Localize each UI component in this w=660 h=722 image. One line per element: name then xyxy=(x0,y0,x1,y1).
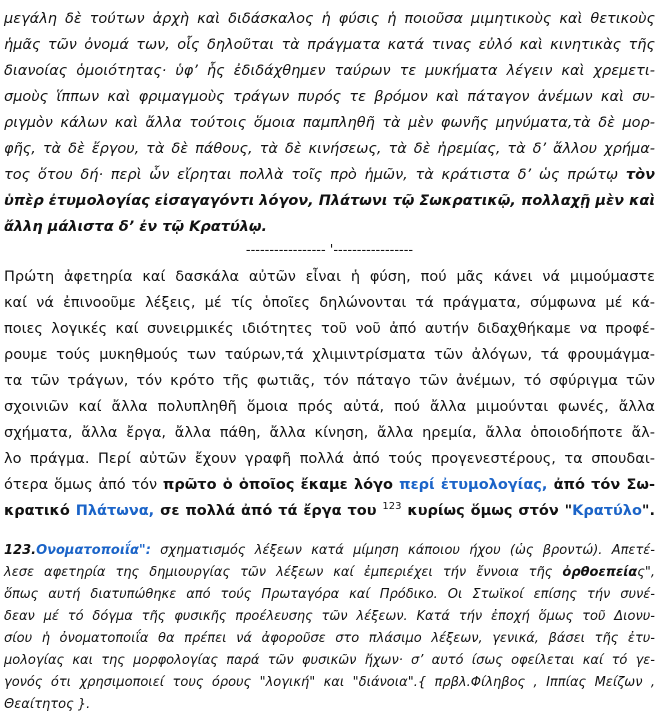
bold-text-run: ὑπὲρ ἐτυμολογίας εἰσαγαγόντι λόγον, Πλάτωνι τῷ Σωκρατικῷ, πολλαχῇ μὲν καὶ xyxy=(4,193,655,209)
bold-text-run: τὸν xyxy=(625,167,655,183)
footnote-reference-123: 123 xyxy=(382,501,402,513)
text-line xyxy=(4,368,655,394)
bold-text-run: κρατικό xyxy=(4,503,76,519)
text-line xyxy=(4,84,655,110)
text-run: καί νά ἐπινοοῦμε λέξεις, μέ τίς ὁποῖες δηλώνονται τά πράγματα, σύμφωνα μέ κά- xyxy=(4,295,655,311)
text-run: σχήματα, ἄλλα ἔργα, ἄλλα πάθη, ἄλλα κίνηση, ἄλλα ηρεμία, ἄλλα ὁποιοδήποτε ἄλ- xyxy=(4,425,655,441)
text-line xyxy=(4,650,655,672)
text-run: ποιες λογικές καί συνειρμικές ιδιότητες τοῦ νοῦ ἀπό αυτήν διδαχθήκαμε να προφέ- xyxy=(4,321,655,337)
text-line xyxy=(4,694,655,716)
text-line xyxy=(4,290,655,316)
ancient-greek-quote-paragraph xyxy=(4,6,655,240)
footnote-123-paragraph xyxy=(4,540,655,716)
text-run: δεαν μέ τό δόγμα τῆς φυσικῆς προέλευσης τῶν λέξεων. Κατά τήν ἐποχή ὅμως τοῦ Διονυ- xyxy=(4,609,655,624)
text-line xyxy=(4,162,655,188)
highlighted-term-plato: Πλάτωνα, xyxy=(75,503,155,519)
text-line xyxy=(4,672,655,694)
bold-text-run: ἀπό τόν Σω- xyxy=(547,477,655,493)
text-line xyxy=(4,498,655,524)
text-run: ότερα ὅμως ἀπό τόν xyxy=(4,477,163,493)
text-line xyxy=(4,6,655,32)
text-line xyxy=(4,394,655,420)
text-run: λο πράγμα. Περί αὐτῶν ἔχουν γραφῆ πολλά ἀπό τούς προγενεστέρους, τα σπουδαι- xyxy=(4,451,655,467)
text-line xyxy=(4,562,655,584)
text-run: ς", xyxy=(637,565,655,580)
text-run: ἡμᾶς τῶν ὀνομά των, οἷς δηλοῦται τὰ πράγματα κατά τινας εὐλό καὶ κινητικὰς τῆς xyxy=(4,37,655,53)
bold-term-orthoepeia: ὀρθοεπεία xyxy=(562,565,638,580)
text-run: σίου ἡ ὀνοματοποιΐα θα πρέπει νά ἀφοροῦσε στο πλάσιμο λέξεων, γενικά, βάσει τῆς ἐτυ- xyxy=(4,631,655,646)
text-run: σχοινιῶν καί ἄλλα πολυπληθῆ ὅμοια πρός αὐτά, πού ἄλλα μιμούνται φωνές, ἄλλα xyxy=(4,399,655,415)
text-run: φῆς, τὰ δὲ ἔργου, τὰ δὲ πάθους, τὰ δὲ κινήσεως, τὰ δὲ ἠρεμίας, τὰ δ’ ἄλλου χρήμα- xyxy=(4,141,655,157)
text-line xyxy=(4,606,655,628)
bold-text-run: ". xyxy=(641,503,655,519)
bold-text-run: σε πολλά ἀπό τά ἔργα του xyxy=(154,503,383,519)
footnote-number: 123. xyxy=(4,543,37,558)
section-divider: ----------------- '----------------- xyxy=(245,243,414,258)
text-line xyxy=(4,188,655,214)
text-line xyxy=(4,540,655,562)
text-line xyxy=(4,628,655,650)
text-run: τος ὅτου δή· περὶ ὧν εἴρηται πολλὰ τοῖς πρὸ ἡμῶν, τὰ κράτιστα δ’ ὡς πρώτῳ xyxy=(4,167,626,183)
highlighted-term-cratylus: Κρατύλο xyxy=(572,503,642,519)
highlighted-term-etymology: περί ἐτυμολογίας, xyxy=(399,477,548,493)
text-run: γονός ότι χρησιμοποιεί τους όρους "λογική" και "διάνοια".{ πρβλ.Φίληβος , Ιππίας Μείζων , xyxy=(4,675,655,690)
text-run: μολογίας και της μορφολογίας παρά τῶν φυσικῶν ἤχων· σ’ αυτό ίσως οφείλεται καί τό γε- xyxy=(4,653,655,668)
text-line xyxy=(4,420,655,446)
text-run: ρουμε τούς μυκηθμούς των ταύρων,τά χλιμιντρίσματα τῶν ἀλόγων, τά φρουμάγμα- xyxy=(4,347,655,363)
text-line xyxy=(4,214,655,240)
bold-text-run: ἄλλη μάλιστα δ’ ἐν τῷ Κρατύλῳ. xyxy=(4,219,268,235)
text-run: μεγάλη δὲ τούτων ἀρχὴ καὶ διδάσκαλος ἡ φύσις ἡ ποιοῦσα μιμητικοὺς καὶ θετικοὺς xyxy=(4,11,655,27)
text-run: λεσε αφετηρία της δημιουργίας τῶν λέξεων καί ἐμπεριέχει τήν ἔννοια τῆς xyxy=(4,565,563,580)
text-line xyxy=(4,472,655,498)
text-run: διανοίας ὁμοιότητας· ὑφ’ ἧς ἐδιδάχθημεν ταύρων τε μυκήματα λέγειν καὶ χρεμετι- xyxy=(4,63,655,79)
text-line xyxy=(4,264,655,290)
bold-text-run: πρῶτο ὁ ὁποῖος ἔκαμε λόγο xyxy=(162,477,400,493)
text-line xyxy=(4,136,655,162)
text-line xyxy=(4,316,655,342)
text-run: τα τῶν τράγων, τόν κρότο τῆς φωτιᾶς, τόν πάταγο τῶν ἀνέμων, τό σφύριγμα τῶν xyxy=(4,373,655,389)
modern-greek-translation-paragraph xyxy=(4,264,655,524)
text-run: Πρώτη ἀφετηρία καί δασκάλα αὐτῶν εἶναι ἡ φύση, πού μᾶς κάνει νά μιμούμαστε xyxy=(4,269,655,285)
text-line xyxy=(4,342,655,368)
bold-text-run: κυρίως ὅμως στόν " xyxy=(401,503,573,519)
text-run: Θεαίτητος }. xyxy=(4,697,91,712)
text-line xyxy=(4,110,655,136)
text-line xyxy=(4,32,655,58)
text-line xyxy=(4,58,655,84)
text-run: σμοὺς ἵππων καὶ φριμαγμοὺς τράγων πυρός τε βρόμον καὶ πάταγον ἀνέμων καὶ συ- xyxy=(4,89,655,105)
text-run: ὅπως αυτή διατυπώθηκε από τούς Πρωταγόρα καί Πρόδικο. Οι Στωϊκοί επίσης τήν συνέ- xyxy=(4,587,655,602)
text-line xyxy=(4,446,655,472)
highlighted-term-onomatopoeia: Ονοματοποιΐα": xyxy=(36,543,151,558)
text-line xyxy=(4,584,655,606)
text-run: σχηματισμός λέξεων κατά μίμηση κάποιου ήχου (ὡς βροντώ). Απετέ- xyxy=(150,543,655,558)
text-run: ριγμὸν κάλων καὶ ἄλλα τούτοις ὅμοια παμπληθῆ τὰ μὲν φωνῆς μηνύματα,τὰ δὲ μορ- xyxy=(4,115,655,131)
